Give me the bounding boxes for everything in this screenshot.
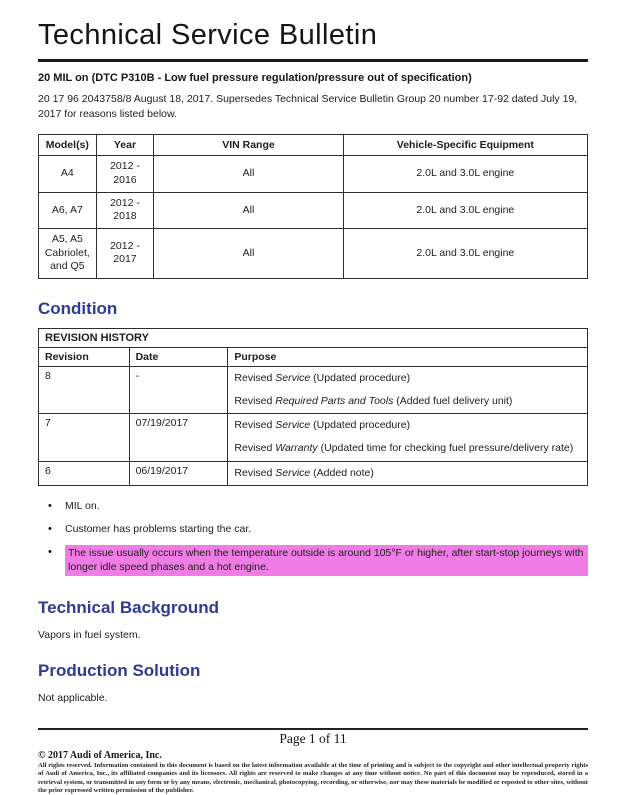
table-row <box>39 461 588 485</box>
table-cell: 2012 - 2018 <box>96 192 154 228</box>
bulletin-subject: 20 MIL on (DTC P310B - Low fuel pressure regulation/pressure out of specification) <box>38 72 472 84</box>
vehicle-table-header-row <box>39 135 588 156</box>
column-header-revision: Revision <box>39 347 130 366</box>
title-divider <box>38 59 588 62</box>
table-cell: All <box>154 229 343 279</box>
column-header-purpose: Purpose <box>228 347 588 366</box>
legal-disclaimer: All rights reserved. Information contained in this document is based on the latest information available at the time of printing and is subject to the copyright and other intellectual property rights of Audi of America, Inc., its affiliated companies and its licensors. All rights are reserved to make changes at any time without notice. No part of this document may be reproduced, stored in a retrieval system, or transmitted in any form or by any means, electronic, mechanical, photocopying, recording, or otherwise, nor may these materials be modified or reposted to other sites, without the prior expressed written permission of the publisher. <box>38 762 588 794</box>
date-cell: - <box>129 366 228 413</box>
table-cell: All <box>154 156 343 192</box>
list-item <box>38 545 588 576</box>
table-cell: 2.0L and 3.0L engine <box>343 192 587 228</box>
table-cell: All <box>154 192 343 228</box>
table-cell: 2.0L and 3.0L engine <box>343 229 587 279</box>
bullet-icon: • <box>48 499 52 512</box>
purpose-line: Revised Service (Updated procedure) <box>234 371 411 384</box>
revision-table-body <box>39 366 588 485</box>
table-row <box>39 366 588 413</box>
purpose-cell <box>228 461 588 485</box>
column-header-year: Year <box>96 135 154 156</box>
table-row <box>39 414 588 461</box>
date-cell: 06/19/2017 <box>129 461 228 485</box>
table-cell: 2.0L and 3.0L engine <box>343 156 587 192</box>
table-row <box>39 229 588 279</box>
table-cell: A5, A5 Cabriolet, and Q5 <box>39 229 97 279</box>
table-row <box>39 156 588 192</box>
column-header-date: Date <box>129 347 228 366</box>
footer-divider <box>38 728 588 730</box>
page-number: Page 1 of 11 <box>279 731 347 747</box>
revision-table-header-row <box>39 347 588 366</box>
purpose-cell <box>228 414 588 461</box>
revision-cell: 7 <box>39 414 130 461</box>
copyright-line: © 2017 Audi of America, Inc. <box>38 750 162 762</box>
production-solution-body: Not applicable. <box>38 692 108 705</box>
bullet-icon: • <box>48 545 52 558</box>
table-cell: 2012 - 2016 <box>96 156 154 192</box>
revision-table-title-row <box>39 328 588 347</box>
list-item <box>38 499 588 514</box>
revision-cell: 6 <box>39 461 130 485</box>
purpose-line: Revised Warranty (Updated time for checking fuel pressure/delivery rate) <box>234 442 574 455</box>
column-header-vin-range: VIN Range <box>154 135 343 156</box>
bullet-text: The issue usually occurs when the temperature outside is around 105°F or higher, after start-stop journeys with longer idle speed phases and a hot engine. <box>65 545 588 576</box>
purpose-cell <box>228 366 588 413</box>
condition-bullet-list <box>38 499 588 576</box>
condition-heading: Condition <box>38 298 118 318</box>
technical-background-heading: Technical Background <box>38 598 220 618</box>
purpose-line: Revised Service (Added note) <box>234 466 374 479</box>
technical-background-body: Vapors in fuel system. <box>38 629 141 642</box>
bullet-text: MIL on. <box>65 499 100 512</box>
revision-history-title: REVISION HISTORY <box>39 328 588 347</box>
list-item <box>38 522 588 537</box>
bullet-text: Customer has problems starting the car. <box>65 522 252 535</box>
production-solution-heading: Production Solution <box>38 661 201 681</box>
column-header-equipment: Vehicle-Specific Equipment <box>343 135 587 156</box>
bulletin-intro: 20 17 96 2043758/8 August 18, 2017. Supersedes Technical Service Bulletin Group 20 number 17-92 dated July 19, 2017 for reasons listed below. <box>38 93 578 121</box>
table-cell: A4 <box>39 156 97 192</box>
column-header-models: Model(s) <box>39 135 97 156</box>
vehicle-table <box>38 134 588 278</box>
purpose-line: Revised Required Parts and Tools (Added fuel delivery unit) <box>234 395 513 408</box>
table-cell: 2012 - 2017 <box>96 229 154 279</box>
table-row <box>39 192 588 228</box>
date-cell: 07/19/2017 <box>129 414 228 461</box>
bullet-icon: • <box>48 522 52 535</box>
revision-cell: 8 <box>39 366 130 413</box>
purpose-line: Revised Service (Updated procedure) <box>234 419 411 432</box>
table-cell: A6, A7 <box>39 192 97 228</box>
page-title: Technical Service Bulletin <box>38 19 378 51</box>
vehicle-table-body <box>39 156 588 278</box>
revision-history-table <box>38 328 588 486</box>
